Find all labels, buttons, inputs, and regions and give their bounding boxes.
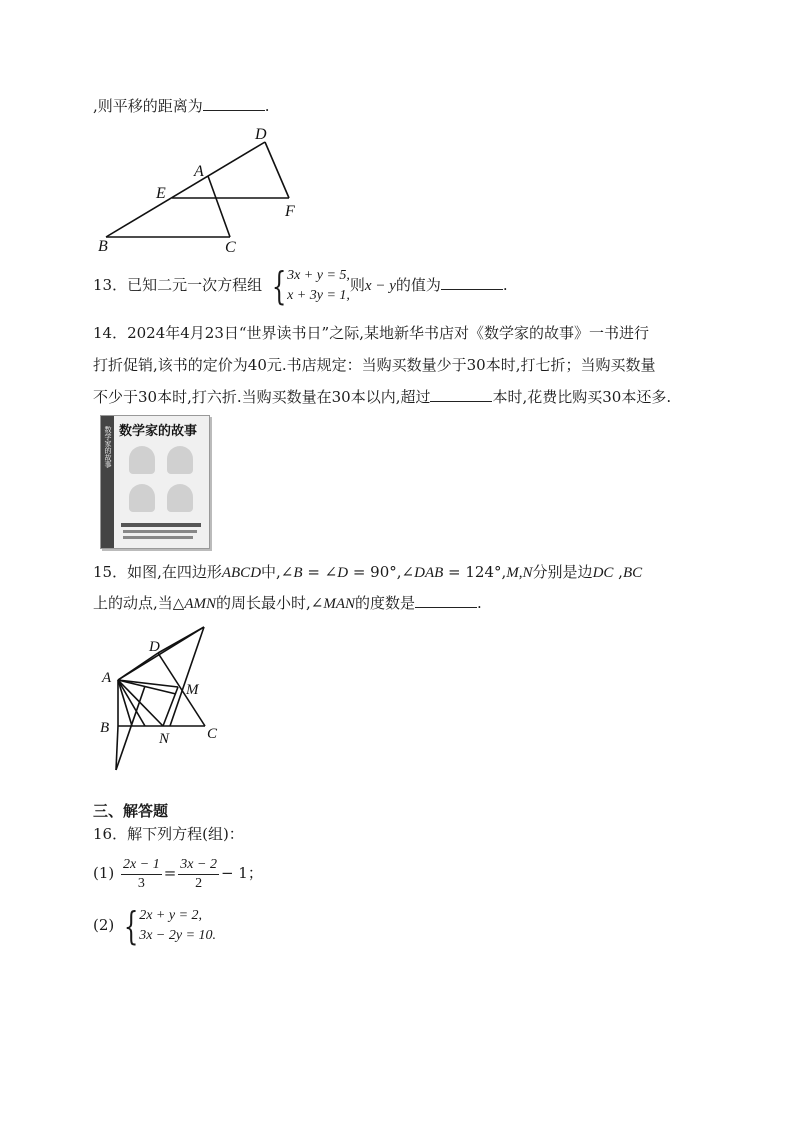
q13-eq1: 3x + y = 5,	[287, 268, 350, 283]
figure-quadrilateral	[95, 624, 230, 774]
q15-text: = 124°,	[443, 563, 507, 581]
q15-side-BC: BC	[622, 565, 643, 581]
q16-p1-fraction-right	[178, 856, 219, 893]
segment-down-A	[116, 686, 145, 770]
q15-side-DC: DC	[592, 565, 614, 581]
q14-line3	[93, 387, 671, 407]
q15-text: ,	[613, 563, 623, 581]
segment-reflect-C	[170, 627, 204, 726]
q15-answer-blank	[415, 593, 477, 608]
label-C: C	[225, 239, 236, 256]
q16-p1-label: (1)	[93, 864, 115, 882]
fraction-denominator: 3	[137, 875, 145, 891]
q16-part2	[93, 904, 216, 946]
q12-end: .	[264, 97, 270, 115]
q13-number: 13．	[93, 276, 128, 294]
q13-end: .	[502, 276, 508, 294]
q16-p2-eq2: 3x − 2y = 10.	[139, 928, 217, 943]
q16-p2-eq1: 2x + y = 2,	[139, 908, 203, 923]
segment-A-reflect	[118, 627, 204, 680]
q15-line1	[93, 562, 642, 583]
fraction-denominator: 2	[195, 875, 203, 891]
book-caption-bar	[121, 523, 201, 527]
portrait-2	[167, 446, 193, 474]
label-N: N	[159, 731, 170, 747]
book-cover-image	[100, 415, 210, 549]
label-C: C	[207, 726, 218, 742]
q14-line1: 14．2024年4月23日“世界读书日”之际,某地新华书店对《数学家的故事》一书进行	[93, 324, 649, 342]
q13-suffix: 的值为	[395, 276, 441, 294]
q16-p1-fraction-left	[121, 856, 162, 893]
label-E: E	[156, 185, 166, 202]
q15-text: 15．如图,在四边形	[93, 563, 222, 581]
q13-line	[93, 264, 508, 307]
q15-text: 的周长最小时,∠	[215, 594, 324, 612]
q14-line2: 打折促销,该书的定价为40元.书店规定：当购买数量少于30本时,打七折；当购买数量	[93, 356, 656, 374]
q15-text: 的度数是	[355, 594, 416, 612]
q12-line	[93, 96, 270, 116]
q15-quad: ABCD	[221, 565, 262, 581]
q12-answer-blank	[203, 96, 265, 111]
q16-p1-equals: =	[163, 864, 177, 882]
q16-p2-equation-system	[119, 906, 216, 946]
q16-p2-label: (2)	[93, 916, 115, 934]
figure-translation-triangles	[95, 124, 310, 256]
q15-triangle-AMN: AMN	[184, 596, 216, 612]
q15-text: = ∠	[302, 563, 338, 581]
q15-angle-D: D	[337, 565, 349, 581]
segment-A-mid	[118, 680, 176, 694]
label-B: B	[100, 720, 110, 736]
label-B: B	[98, 238, 108, 255]
q15-angle-DAB: DAB	[414, 565, 444, 581]
portrait-4	[167, 484, 193, 512]
label-A: A	[102, 670, 112, 686]
portrait-1	[129, 446, 155, 474]
q16-part1	[93, 852, 263, 894]
q15-text: 上的动点,当△	[93, 594, 185, 612]
q14-line3-a: 不少于30本时,打六折.当购买数量在30本以内,超过	[93, 388, 431, 406]
q15-points-MN: M,N	[506, 565, 533, 581]
segment-AC	[208, 176, 230, 237]
q15-line2	[93, 593, 482, 614]
q14-answer-blank	[430, 387, 492, 402]
label-A: A	[194, 163, 204, 180]
q15-angle-MAN: MAN	[323, 596, 355, 612]
q13-eq2: x + 3y = 1,	[287, 288, 350, 303]
q16-p1-tail: − 1；	[220, 864, 263, 882]
q13-equation-system	[267, 266, 350, 306]
q13-brace: {	[271, 264, 287, 308]
q13-expression: x − y	[364, 278, 396, 294]
q15-text: 中,∠	[261, 563, 294, 581]
label-F: F	[285, 203, 295, 220]
q16-brace: {	[123, 904, 139, 948]
book-spine-text: 数学家的故事	[104, 426, 112, 468]
q13-answer-blank	[441, 275, 503, 290]
segment-BD	[106, 142, 265, 237]
segment-DF	[265, 142, 289, 198]
q15-angle-B: B	[293, 565, 303, 581]
segment-AM	[118, 680, 178, 687]
section-heading: 三、解答题	[93, 802, 169, 820]
book-caption-line	[123, 536, 193, 539]
q15-text: = 90°,∠	[348, 563, 415, 581]
q15-end: .	[477, 594, 482, 612]
q12-text: ,则平移的距离为	[93, 97, 203, 115]
label-M: M	[186, 682, 199, 698]
fraction-numerator: 2x − 1	[121, 856, 162, 875]
book-spine	[101, 416, 114, 548]
q13-mid: 则	[349, 276, 365, 294]
q14-line3-b: 本时,花费比购买30本还多.	[492, 388, 672, 406]
book-caption-line	[123, 530, 197, 533]
label-D: D	[149, 639, 160, 655]
q15-text: 分别是边	[532, 563, 593, 581]
q13-prefix: 已知二元一次方程组	[127, 276, 263, 294]
fraction-numerator: 3x − 2	[178, 856, 219, 875]
q16-title: 16．解下列方程(组)：	[93, 825, 244, 843]
portrait-3	[129, 484, 155, 512]
label-D: D	[255, 126, 267, 143]
book-title: 数学家的故事	[119, 424, 198, 439]
